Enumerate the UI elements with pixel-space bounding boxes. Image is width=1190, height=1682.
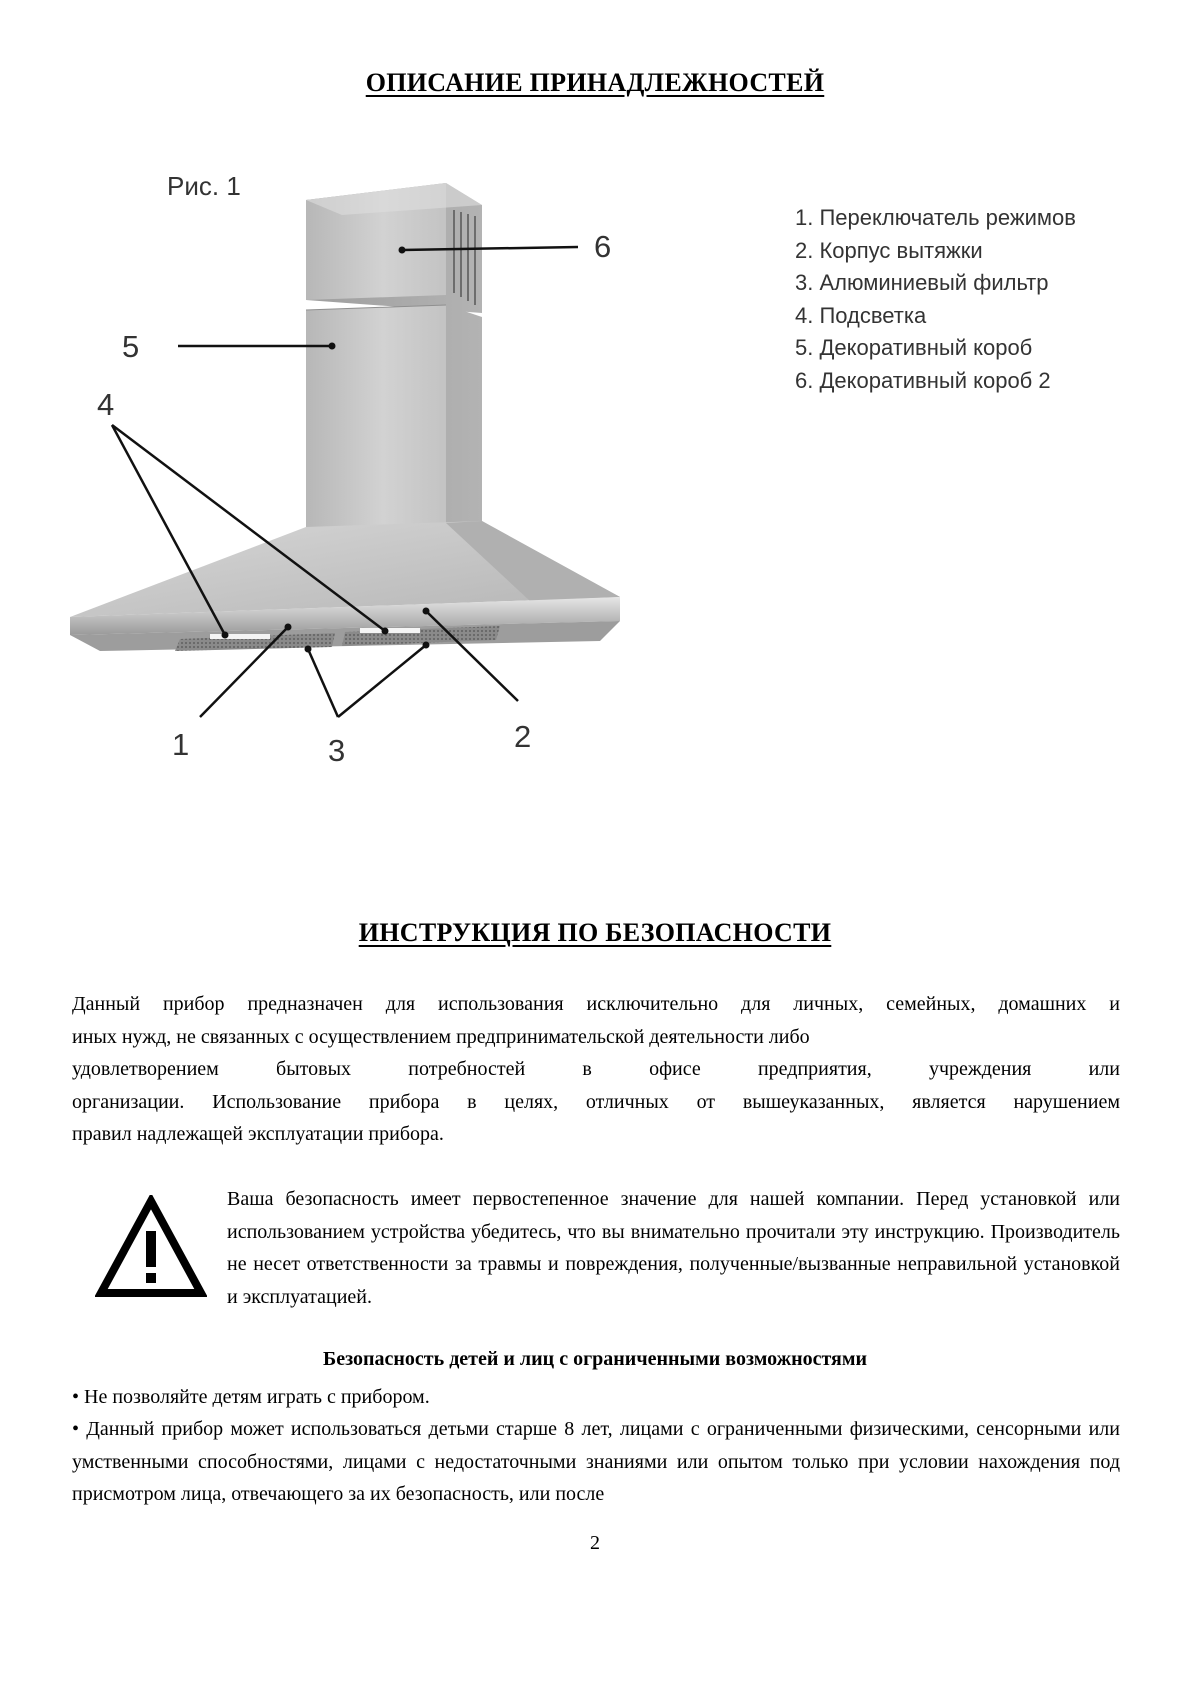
legend-item: 5. Декоративный короб — [795, 335, 1033, 360]
parts-legend — [795, 202, 1076, 397]
callout-1: 1 — [172, 727, 190, 762]
legend-item: 2. Корпус вытяжки — [795, 237, 983, 263]
legend-item: 1. Переключатель режимов — [795, 205, 1076, 230]
callout-6: 6 — [594, 229, 612, 264]
figure-caption: Рис. 1 — [167, 171, 241, 201]
legend-item: 3. Алюминиевый фильтр — [795, 270, 1049, 295]
intro-line: правил надлежащей эксплуатации прибора. — [72, 1123, 444, 1145]
intro-line: иных нужд, не связанных с осуществлением предпринимательской деятельности либо — [72, 1025, 810, 1048]
intro-line: организации. Использование прибора в целях, отличных от вышеуказанных, является нарушением — [72, 1090, 1120, 1113]
warning-triangle-icon — [95, 1195, 207, 1299]
light-left — [210, 634, 270, 639]
accessories-title: ОПИСАНИЕ ПРИНАДЛЕЖНОСТЕЙ — [365, 68, 825, 97]
bullet-item: • Данный прибор может использоваться детьми старше 8 лет, лицами с ограниченными физическими, сенсорными или умственными способностями, лицами с недостаточными знаниями или опытом только при условии нахождения под присмотром лица, отвечающего за их безопасность, или после — [72, 1418, 1120, 1505]
callout-4: 4 — [97, 387, 115, 422]
page-number: 2 — [590, 1532, 600, 1554]
callout-3: 3 — [328, 733, 346, 768]
range-hood-figure — [60, 165, 700, 825]
range-hood-drawing — [60, 165, 700, 825]
warning-paragraph: Ваша безопасность имеет первостепенное значение для нашей компании. Перед установкой или использованием устройства убедитесь, что вы внимательно прочитали эту инструкцию. Производитель не несет ответственности за травмы и повреждения, полученные/вызванные неправильной установкой и эксплуатацией. — [227, 1188, 1120, 1308]
bullet-item: • Не позволяйте детям играть с прибором. — [72, 1386, 430, 1408]
intro-paragraph — [72, 988, 1120, 1151]
intro-line: удовлетворением бытовых потребностей в офисе предприятия, учреждения или — [72, 1058, 1120, 1080]
canopy — [70, 521, 620, 651]
legend-item: 4. Подсветка — [795, 302, 927, 328]
callout-5: 5 — [122, 329, 140, 364]
light-right — [360, 628, 420, 633]
lower-chimney — [306, 305, 482, 529]
safety-title: ИНСТРУКЦИЯ ПО БЕЗОПАСНОСТИ — [358, 918, 832, 947]
legend-item: 6. Декоративный короб 2 — [795, 367, 1051, 393]
children-safety-title: Безопасность детей и лиц с ограниченными возможностями — [322, 1348, 868, 1370]
intro-line: Данный прибор предназначен для использования исключительно для личных, семейных, домашних и — [72, 993, 1120, 1015]
callout-2: 2 — [514, 719, 532, 754]
